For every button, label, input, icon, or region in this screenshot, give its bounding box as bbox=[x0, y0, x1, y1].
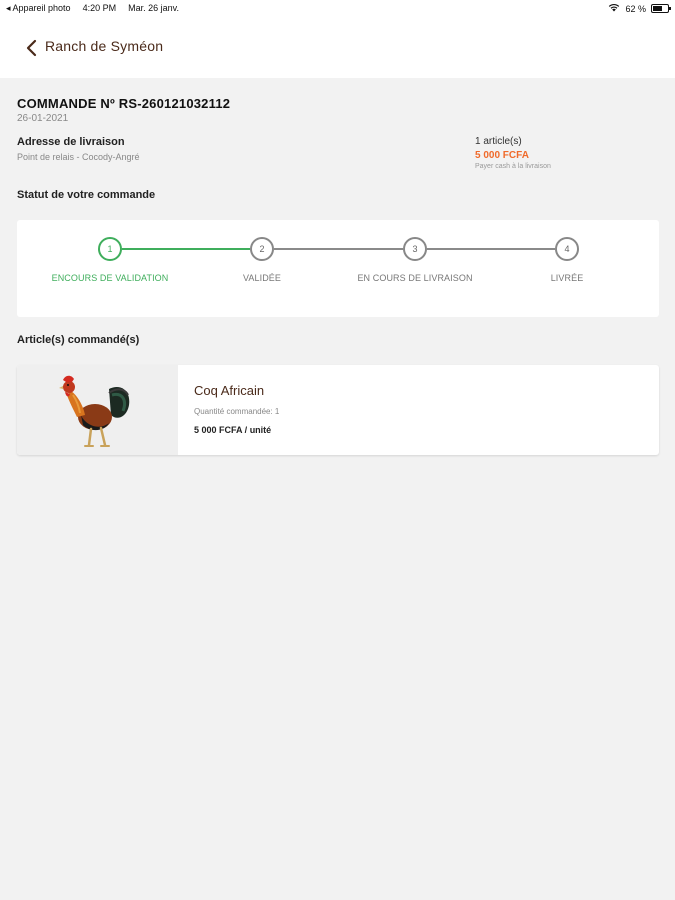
progress-segment bbox=[427, 248, 555, 250]
store-title: Ranch de Syméon bbox=[45, 38, 164, 54]
battery-percent: 62 % bbox=[625, 3, 646, 14]
delivery-address-label: Adresse de livraison bbox=[17, 136, 125, 148]
order-date: 26-01-2021 bbox=[17, 113, 69, 124]
wifi-icon bbox=[608, 3, 620, 14]
step-2-indicator: 2 bbox=[250, 237, 274, 261]
article-count: 1 article(s) bbox=[475, 136, 522, 147]
step-3-label: EN COURS DE LIVRAISON bbox=[357, 273, 473, 283]
step-2-label: VALIDÉE bbox=[242, 273, 282, 283]
item-unit-price: 5 000 FCFA / unité bbox=[194, 425, 272, 435]
order-status-tracker bbox=[17, 220, 659, 317]
back-to-app-link[interactable]: ◂ Appareil photo bbox=[6, 3, 71, 13]
progress-segment bbox=[274, 248, 403, 250]
item-name: Coq Africain bbox=[194, 383, 265, 398]
status-section-title: Statut de votre commande bbox=[17, 189, 156, 201]
payment-note: Payer cash à la livraison bbox=[475, 163, 551, 170]
battery-icon bbox=[651, 4, 669, 13]
step-1-indicator: 1 bbox=[98, 237, 122, 261]
order-number: COMMANDE Nº RS-260121032112 bbox=[17, 96, 231, 111]
step-3-indicator: 3 bbox=[403, 237, 427, 261]
step-1-label: ENCOURS DE VALIDATION bbox=[51, 273, 169, 283]
status-date: Mar. 26 janv. bbox=[128, 3, 179, 13]
delivery-address-value: Point de relais - Cocody-Angré bbox=[17, 152, 140, 162]
navigation-bar bbox=[0, 18, 675, 78]
order-total: 5 000 FCFA bbox=[475, 150, 529, 161]
step-4-indicator: 4 bbox=[555, 237, 579, 261]
progress-segment bbox=[122, 248, 250, 250]
ordered-item-card[interactable] bbox=[17, 365, 659, 455]
back-arrow-icon[interactable] bbox=[22, 38, 42, 58]
rooster-image bbox=[17, 365, 178, 455]
articles-section-title: Article(s) commandé(s) bbox=[17, 334, 140, 346]
step-4-label: LIVRÉE bbox=[550, 273, 584, 283]
status-bar bbox=[0, 0, 675, 18]
status-time: 4:20 PM bbox=[82, 3, 117, 13]
item-quantity: Quantité commandée: 1 bbox=[194, 407, 280, 416]
